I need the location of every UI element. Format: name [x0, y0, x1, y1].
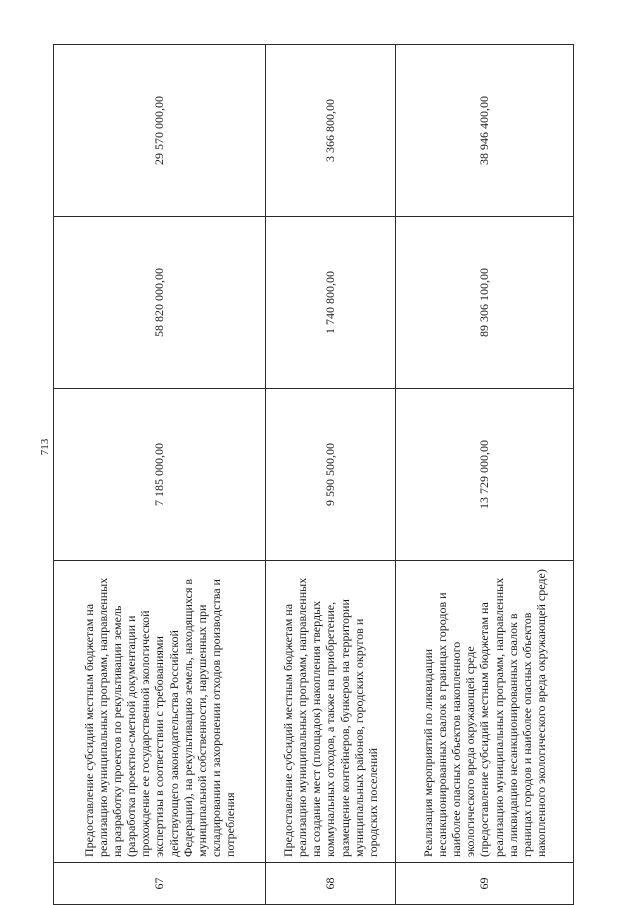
row-amount-1: 13 729 000,00 [396, 389, 574, 561]
row-number: 69 [396, 863, 574, 905]
page-number: 713 [39, 438, 51, 456]
table-row-67 [54, 45, 266, 905]
row-amount-1: 7 185 000,00 [54, 389, 266, 561]
budget-table-rotated [53, 45, 573, 905]
table-row-69 [396, 45, 574, 905]
row-amount-3: 29 570 000,00 [54, 45, 266, 217]
table-row-68 [266, 45, 396, 905]
row-amount-2: 58 820 000,00 [54, 217, 266, 389]
row-description: Предоставление субсидий местным бюджетам на реализацию муниципальных программ, направленных на разработку проектов по рекультивации земель (разработка проектно-сметной документации и прохождение ее государственной экологической экспертизы в соответствии с требованиями действующего законодательства Российской Федерации), на рекультивацию земель, находящихся в муниципальной собственности, нарушенных при складировании и захоронении отходов производства и потребления [54, 561, 266, 863]
row-number: 67 [54, 863, 266, 905]
row-number: 68 [266, 863, 396, 905]
row-amount-1: 9 590 500,00 [266, 389, 396, 561]
row-amount-3: 38 946 400,00 [396, 45, 574, 217]
row-amount-2: 89 306 100,00 [396, 217, 574, 389]
row-amount-3: 3 366 800,00 [266, 45, 396, 217]
row-description: Предоставление субсидий местным бюджетам на реализацию муниципальных программ, направленных на создание мест (площадок) накопления твердых коммунальных отходов, а также на приобретение, размещение контейнеров, бункеров на территории муниципальных районов, городских округов и городских поселений [266, 561, 396, 863]
row-amount-2: 1 740 800,00 [266, 217, 396, 389]
row-description: Реализация мероприятий по ликвидации несанкционированных свалок в границах городов и наиболее опасных объектов накопленного экологического вреда окружающей среде (предоставление субсидий местным бюджетам на реализацию муниципальных программ, направленных на ликвидацию несанкционированных свалок в границах городов и наиболее опасных объектов накопленного экологического вреда окружающей среде) [396, 561, 574, 863]
budget-table [53, 44, 574, 905]
